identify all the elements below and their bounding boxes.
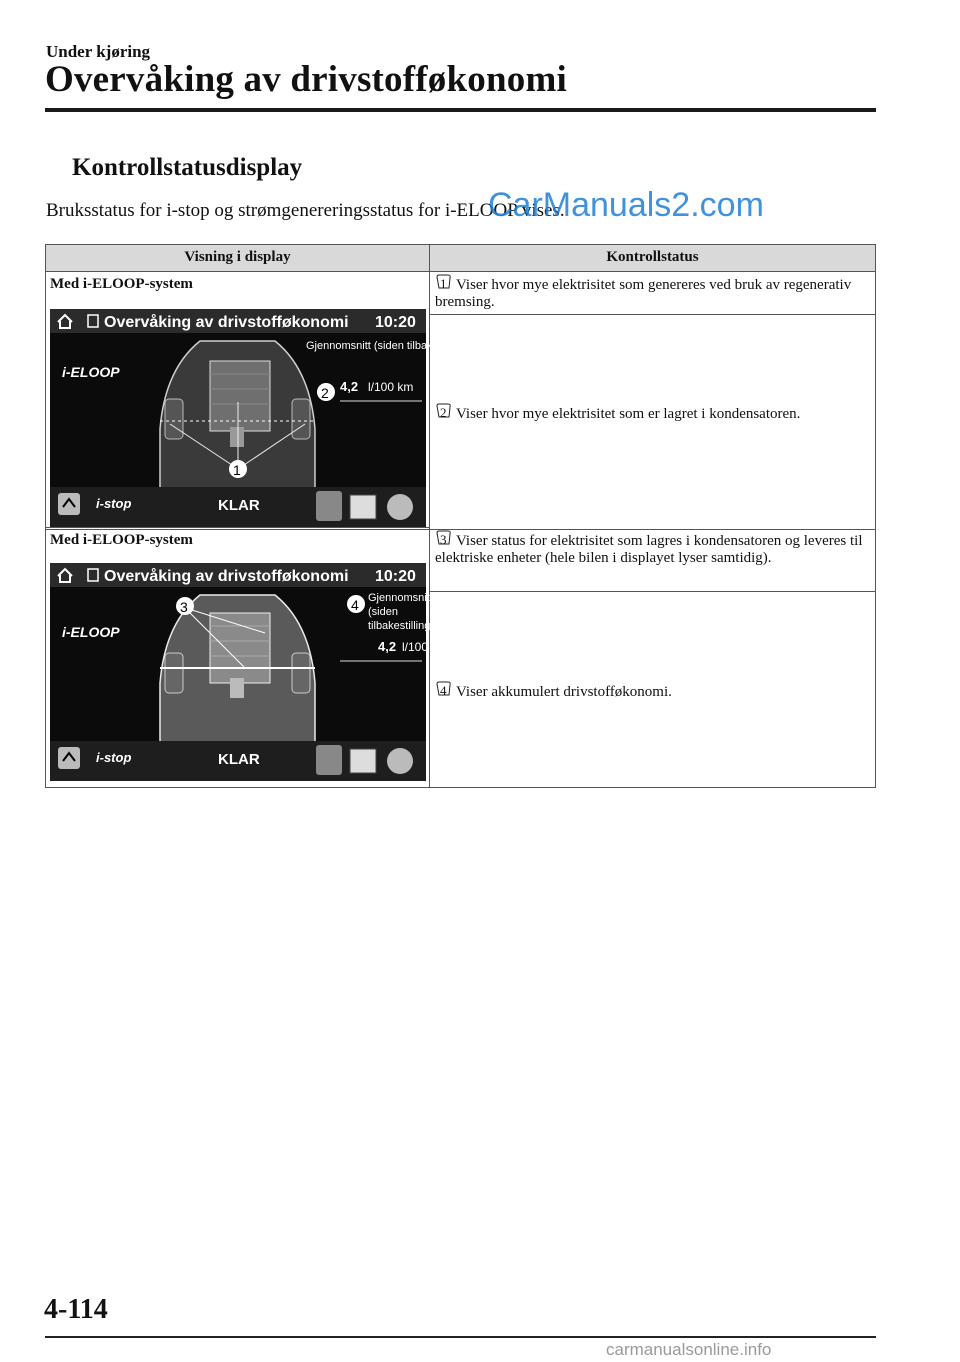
istop-label: i-stop — [96, 750, 132, 765]
avg-value: 4,2 — [340, 379, 359, 394]
section-label: Under kjøring — [46, 42, 151, 61]
item-3-text: Viser status for elektrisitet som lagres i kondensatoren og leveres til elektriske enheter (hele bilen i displayet lyser samtidig). — [435, 533, 863, 566]
item-4-num: 4 — [440, 683, 447, 698]
item-1-text: Viser hvor mye elektrisitet som genereres ved bruk av regenerativ bremsing. — [435, 277, 852, 310]
page-number: 4-114 — [44, 1294, 108, 1325]
car-graphic — [160, 595, 315, 756]
istop-icon — [58, 493, 80, 515]
footer-bar — [45, 1336, 876, 1338]
intro-text: Bruksstatus for i-stop og strømgenereringsstatus for i-ELOOP vises. — [46, 200, 565, 221]
avg-value: 4,2 — [378, 639, 397, 654]
row2-inner-divider — [430, 591, 875, 592]
avg-unit: l/100 km — [402, 640, 448, 654]
eloop-label: i-ELOOP — [62, 364, 120, 380]
seat-icon — [316, 491, 342, 521]
ac-icon — [387, 494, 413, 520]
row1-inner-divider — [430, 314, 875, 315]
ac-icon — [387, 748, 413, 774]
display-screen-1 — [50, 309, 473, 527]
item-4-text: Viser akkumulert drivstofføkonomi. — [456, 684, 672, 700]
table-header — [46, 245, 875, 272]
header-display: Visning i display — [184, 249, 291, 265]
column-divider — [429, 245, 430, 787]
item-3 — [435, 530, 871, 567]
header-status: Kontrollstatus — [606, 249, 699, 265]
item-2-text: Viser hvor mye elektrisitet som er lagret i kondensatoren. — [456, 406, 801, 422]
avg-label: Gjennomsnitt (siden tilbakestilling) — [306, 340, 473, 352]
item-2-num: 2 — [440, 405, 447, 420]
battery-icon — [350, 749, 376, 773]
avg-label-line2: (siden — [368, 606, 398, 618]
subheading: Kontrollstatusdisplay — [72, 154, 303, 181]
watermark-top: CarManuals2.com — [488, 186, 764, 224]
item-4 — [435, 681, 871, 701]
title-rule — [45, 108, 876, 112]
display-screen-2 — [50, 563, 448, 781]
status-label: KLAR — [218, 751, 260, 768]
item-3-num: 3 — [440, 532, 447, 547]
callout-3-text: 3 — [180, 599, 188, 615]
eloop-label: i-ELOOP — [62, 624, 120, 640]
screen-title: Overvåking av drivstofføkonomi — [104, 568, 349, 585]
battery-icon — [350, 495, 376, 519]
callout-2-text: 2 — [321, 385, 329, 401]
callout-1-text: 1 — [233, 462, 241, 478]
screen-time: 10:20 — [375, 314, 416, 331]
istop-label: i-stop — [96, 496, 132, 511]
avg-label-line1: Gjennomsnitt — [368, 592, 433, 604]
avg-label-line3: tilbakestilling) — [368, 620, 435, 632]
row1-divider-left — [46, 527, 429, 528]
istop-icon — [58, 747, 80, 769]
screen-title: Overvåking av drivstofføkonomi — [104, 314, 349, 331]
status-label: KLAR — [218, 497, 260, 514]
item-2 — [435, 403, 871, 423]
screen-time: 10:20 — [375, 568, 416, 585]
watermark-bottom: carmanualsonline.info — [606, 1340, 772, 1359]
avg-unit: l/100 km — [368, 380, 414, 394]
seat-icon — [316, 745, 342, 775]
item-1 — [435, 274, 871, 311]
row1-label: Med i-ELOOP-system — [50, 276, 193, 292]
callout-4-text: 4 — [351, 597, 359, 613]
page-title: Overvåking av drivstofføkonomi — [45, 59, 567, 100]
row2-label: Med i-ELOOP-system — [50, 532, 193, 548]
status-table — [45, 244, 876, 788]
item-1-num: 1 — [440, 276, 447, 291]
